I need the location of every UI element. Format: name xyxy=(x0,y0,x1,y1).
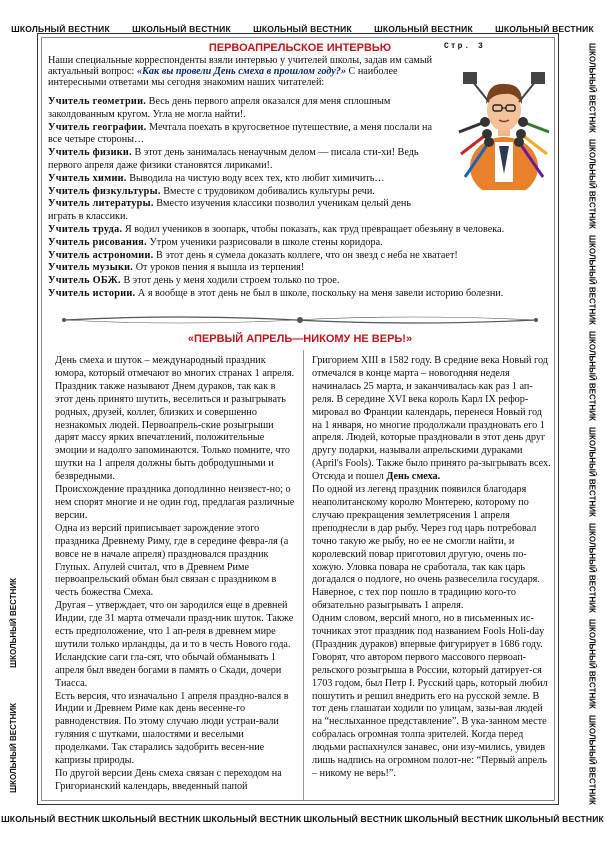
answer xyxy=(48,288,553,301)
intro-text: Наши специальные корреспонденты взяли интервью у учителей школы, задав им самый актуальный вопрос: xyxy=(48,55,433,77)
article-text: Григорием XIII в 1582 году. В средние века Новый год отмечался в конце марта – новогодняя неделя начиналась 25 марта, и заканчивалась как раз 1 ап-реля. В середине XVI века король Карл IX рефор-мировал во Франции календарь, перенеся Новый год на 1 января, но многие продолжали праздновать его 1 апреля. Людей, которые праздновали в этот день друг другу подарки, называли апрельскими дураками (April's Fools). Также было принято ра-зыгрывать всех. Отсюда и пошел xyxy=(312,355,551,483)
answer-teacher: Учитель физкультуры. xyxy=(48,185,161,197)
answer-teacher: Учитель труда. xyxy=(48,223,123,235)
masthead-text: ШКОЛЬНЫЙ ВЕСТНИК xyxy=(587,715,597,805)
masthead-text: ШКОЛЬНЫЙ ВЕСТНИК xyxy=(587,523,597,613)
article-paragraph: Одним словом, версий много, но в письменных ис-точниках этот праздник под названием Fools Holi-day (Праздник дураков) впервые фигурирует в 1686 году. xyxy=(312,613,545,650)
article-paragraph: Происхождение праздника доподлинно неизвест-но; о нем спорят многие и не один год, предлагая различные версии. xyxy=(55,484,295,521)
answer-teacher: Учитель геометрии. xyxy=(48,96,147,107)
masthead-bottom xyxy=(0,808,605,830)
answer-teacher: Учитель музыки. xyxy=(48,262,134,274)
answer xyxy=(48,275,553,288)
answer xyxy=(48,186,440,199)
answer xyxy=(48,122,440,148)
answer-teacher: Учитель истории. xyxy=(48,287,136,299)
answer-teacher: Учитель географии. xyxy=(48,121,147,133)
interview-question: «Как вы провели День смеха в прошлом году?» xyxy=(136,66,346,77)
answer xyxy=(48,237,553,250)
answer-teacher: Учитель астрономии. xyxy=(48,249,154,261)
masthead-text: ШКОЛЬНЫЙ ВЕСТНИК xyxy=(374,24,473,34)
answer-text: Весь день первого апреля оказался для меня сплошным заколдованным кругом. Угла не могла найти!. xyxy=(48,96,391,120)
teacher-answers xyxy=(48,96,553,301)
masthead-text: ШКОЛЬНЫЙ ВЕСТНИК xyxy=(1,814,100,824)
answer-text: Мечтала поехать в кругосветное путешествие, а меня послали на все четыре стороны… xyxy=(48,121,433,146)
article-column-right xyxy=(312,355,552,781)
masthead-text: ШКОЛЬНЫЙ ВЕСТНИК xyxy=(202,814,302,824)
interview-title: ПЕРВОАПРЕЛЬСКОЕ ИНТЕРВЬЮ xyxy=(208,42,392,54)
masthead-text: ШКОЛЬНЫЙ ВЕСТНИК xyxy=(303,814,403,824)
article-column-left xyxy=(55,355,295,794)
masthead-text: ШКОЛЬНЫЙ ВЕСТНИК xyxy=(587,331,597,421)
article-paragraph xyxy=(312,355,552,484)
article-bold-text: День смеха. xyxy=(386,471,441,483)
masthead-text: ШКОЛЬНЫЙ ВЕСТНИК xyxy=(587,619,597,709)
masthead-text: ШКОЛЬНЫЙ ВЕСТНИК xyxy=(587,139,597,229)
answer xyxy=(48,250,553,263)
article-paragraph: Другая – утверждает, что он зародился еще в древней Индии, где 31 марта отмечали празд-ник шуток. Также есть предположение, что 1 ап-реля в древнем мире шутили только ирландцы, да и то в честь Нового года. Исландские саги гла-сят, что обычай обманывать 1 апреля был введен богами в память о Скади, дочери Тиасса. xyxy=(55,600,294,689)
answer xyxy=(48,262,553,275)
answer-text: Выводила на чистую воду всех тех, кто любит химичить… xyxy=(126,172,385,184)
answer-teacher: Учитель ОБЖ. xyxy=(48,275,121,287)
answer-text: А я вообще в этот день не был в школе, поскольку на меня завели историю болезни. xyxy=(135,287,504,299)
masthead-text: ШКОЛЬНЫЙ ВЕСТНИК xyxy=(253,24,352,34)
answer xyxy=(48,198,440,224)
answer-text: Утром ученики разрисовали в школе стены коридора. xyxy=(146,236,383,248)
answer-teacher: Учитель химии. xyxy=(48,172,127,184)
masthead-text: ШКОЛЬНЫЙ ВЕСТНИК xyxy=(11,24,110,34)
answer-teacher: Учитель литературы. xyxy=(48,198,154,210)
answer-text: В этот день занималась ненаучным делом — писала сти-хи! Ведь первого апреля даже физики становятся лириками!. xyxy=(48,147,419,171)
masthead-text: ШКОЛЬНЫЙ ВЕСТНИК xyxy=(404,814,504,824)
article-paragraph: По другой версии День смеха связан с переходом на Григорианский календарь, введенный папой xyxy=(55,768,282,792)
masthead-text: ШКОЛЬНЫЙ ВЕСТНИК xyxy=(587,235,597,325)
answer-teacher: Учитель физики. xyxy=(48,147,132,159)
article-paragraph: День смеха и шуток – международный праздник юмора, который отмечают во многих странах 1 апреля. Праздник также называют Днем дураков, так как в этот день принято шутить, веселиться и разыгрывать родных, друзей, коллег, близких и совершенно незнакомых людей. Первоапрель-ские розыгрыши дарят массу ярких впечатлений, положительные эмоции и надолго запоминаются. Только помните, что шутки на 1 апреля должны быть добродушными и безвредными. xyxy=(55,355,295,483)
article-paragraph: Есть версия, что изначально 1 апреля праздно-вался в Индии и Древнем Риме как день весенне-го равноденствия. По этому случаю люди устраи-вали гуляния с шутками, шалостями и веселыми проделками. Так старались задобрить весен-ние капризы природы. xyxy=(55,690,289,767)
masthead-text: ШКОЛЬНЫЙ ВЕСТНИК xyxy=(587,427,597,517)
masthead-text: ШКОЛЬНЫЙ ВЕСТНИК xyxy=(495,24,594,34)
masthead-text: ШКОЛЬНЫЙ ВЕСТНИК xyxy=(132,24,231,34)
article-paragraph: Говорят, что автором первого массового первоап-рельского розыгрыша в России, который датирует-ся 1703 годом, был Петр I. Русский царь, который любил пошутить и решил внедрить его на русской земле. В тот день глашатаи ходили по улицам, зазы-вая людей на “неслыханное представление”. В ука-занном месте собралась огромная толпа зрителей. Когда перед людьми распахнулся занавес, они изу-мились, увидев лишь надпись на огромном полот-не: “Первый апрель – никому не верь!”. xyxy=(312,651,548,779)
answer-teacher: Учитель рисования. xyxy=(48,236,147,248)
masthead-text: ШКОЛЬНЫЙ ВЕСТНИК xyxy=(8,577,18,668)
article-paragraph: Одна из версий приписывает зарождение этого праздника Древнему Риму, где в середине февра-ля (а вовсе не в начале апреля) праздновался праздник Глупых. Апулей считал, что в Древнем Риме первоапрельский обман был связан с праздником в честь божества Смеха. xyxy=(55,522,289,599)
ornamental-divider-icon xyxy=(60,312,540,328)
answer-text: В этот день я сумела доказать коллеге, что он звезд с неба не хватает! xyxy=(153,249,458,261)
intro-text-end: С наиболее интересными ответами мы сегодня знакомим наших читателей: xyxy=(48,66,398,88)
answer-text: От уроков пения я вышла из терпения! xyxy=(133,262,305,274)
answer-text: Вместе с трудовиком добивались культуры речи. xyxy=(160,185,375,197)
article-title: «ПЕРВЫЙ АПРЕЛЬ—НИКОМУ НЕ ВЕРЬ!» xyxy=(187,333,413,345)
masthead-text: ШКОЛЬНЫЙ ВЕСТНИК xyxy=(505,814,604,824)
masthead-text: ШКОЛЬНЫЙ ВЕСТНИК xyxy=(101,814,201,824)
interview-intro xyxy=(48,55,440,88)
answer xyxy=(48,224,553,237)
answer xyxy=(48,173,440,186)
masthead-text: ШКОЛЬНЫЙ ВЕСТНИК xyxy=(8,702,18,793)
answer-text: Вместо изучения классики позволил ученикам целый день играть в классики. xyxy=(48,198,411,223)
masthead-left xyxy=(2,560,24,810)
page-number: Стр. 3 xyxy=(444,42,485,51)
answer xyxy=(48,147,440,173)
masthead-right xyxy=(581,40,603,808)
masthead-text: ШКОЛЬНЫЙ ВЕСТНИК xyxy=(587,43,597,133)
answer-text: В этот день у меня ходили строем только по трое. xyxy=(120,275,340,287)
column-divider xyxy=(303,350,304,800)
answer xyxy=(48,96,440,122)
answer-text: Я водил учеников в зоопарк, чтобы показать, как труд превращает обезьяну в человека. xyxy=(122,223,505,235)
article-paragraph: По одной из легенд праздник появился благодаря неаполитанскому королю Монтерею, которому по случаю прекращения землетрясения 1 апреля преподнесли в дар рыбу. Через год царь потребовал точно такую же рыбу, но ее не смогли найти, и королевский повар приготовил другую, очень по-хожую. Уловка повара не сработала, так как царь догадался о подлоге, но очень развеселила государя. Наверное, с тех пор пошло в традицию кого-то обязательно разыгрывать 1 апреля. xyxy=(312,484,540,612)
